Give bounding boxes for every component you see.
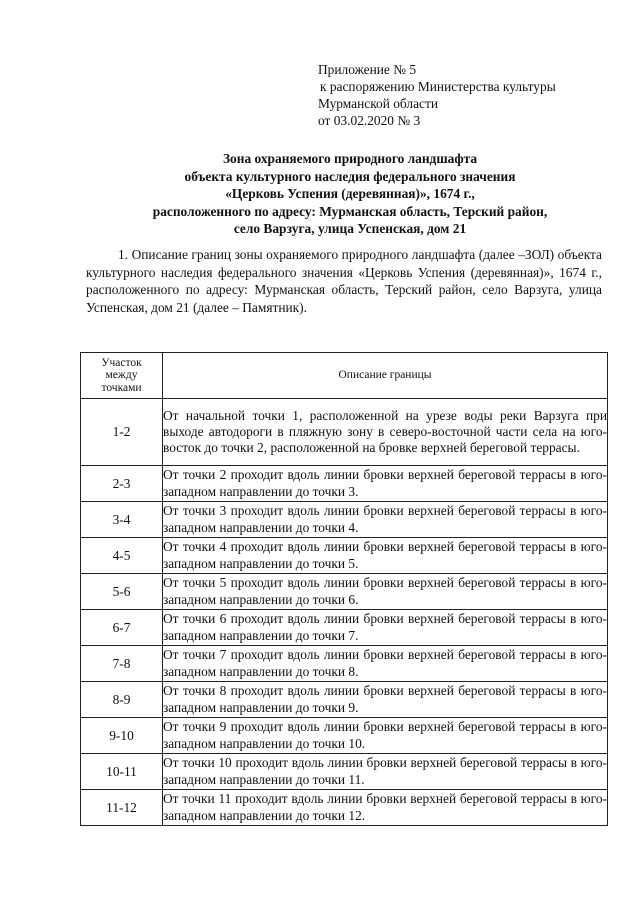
table-row	[81, 754, 608, 790]
boundary-description-cell: От точки 2 проходит вдоль линии бровки верхней береговой террасы в юго-западном направлении до точки 3.	[163, 466, 608, 502]
segment-cell: 4-5	[81, 538, 163, 574]
table-row	[81, 502, 608, 538]
boundary-description-cell: От точки 4 проходит вдоль линии бровки верхней береговой террасы в юго-западном направлении до точки 5.	[163, 538, 608, 574]
table-row	[81, 466, 608, 502]
segment-cell: 7-8	[81, 646, 163, 682]
table-row	[81, 718, 608, 754]
appendix-date: от 03.02.2020 № 3	[318, 113, 421, 128]
table-row	[81, 682, 608, 718]
appendix-region: Мурманской области	[318, 96, 438, 111]
appendix-reference: к распоряжению Министерства культуры	[320, 79, 556, 94]
table-row	[81, 399, 608, 466]
title-line-4: расположенного по адресу: Мурманская область, Терский район,	[152, 203, 548, 219]
segment-cell: 2-3	[81, 466, 163, 502]
title-line-2: объекта культурного наследия федерального значения	[184, 168, 516, 184]
table-row	[81, 574, 608, 610]
boundary-description-cell: От точки 11 проходит вдоль линии бровки верхней береговой террасы в юго-западном направлении до точки 12.	[163, 790, 608, 826]
segment-cell: 5-6	[81, 574, 163, 610]
table-row	[81, 790, 608, 826]
segment-header-line-2: между	[105, 369, 138, 382]
boundary-description-cell: От точки 7 проходит вдоль линии бровки верхней береговой террасы в юго-западном направлении до точки 8.	[163, 646, 608, 682]
appendix-number: Приложение № 5	[318, 62, 417, 77]
boundary-description-cell: От начальной точки 1, расположенной на урезе воды реки Варзуга при выходе автодороги в пляжную зону в северо-восточной части села на юго-восток до точки 2, расположенной на бровке верхней береговой террасы.	[163, 399, 608, 466]
boundary-description-cell: От точки 10 проходит вдоль линии бровки верхней береговой террасы в юго-западном направлении до точки 11.	[163, 754, 608, 790]
boundary-description-cell: От точки 3 проходит вдоль линии бровки верхней береговой террасы в юго-западном направлении до точки 4.	[163, 502, 608, 538]
table-row	[81, 538, 608, 574]
title-line-1: Зона охраняемого природного ландшафта	[222, 151, 478, 166]
description-paragraph	[86, 246, 602, 316]
segment-cell: 1-2	[81, 399, 163, 466]
boundary-description-cell: От точки 8 проходит вдоль линии бровки верхней береговой террасы в юго-западном направлении до точки 9.	[163, 682, 608, 718]
boundary-table	[80, 352, 608, 826]
appendix-header	[318, 61, 556, 129]
segment-cell: 3-4	[81, 502, 163, 538]
description-text: 1. Описание границ зоны охраняемого природного ландшафта (далее –ЗОЛ) объекта культурного наследия федерального значения «Церковь Успения (деревянная)», 1674 г., расположенного по адресу: Мурманская область, Терский район, село Варзуга, улица Успенская, дом 21 (далее – Памятник).	[86, 247, 602, 315]
segment-cell: 6-7	[81, 610, 163, 646]
title-line-5: село Варзуга, улица Успенская, дом 21	[233, 221, 467, 237]
table-row	[81, 646, 608, 682]
segment-header	[81, 353, 163, 399]
boundary-description-cell: От точки 6 проходит вдоль линии бровки верхней береговой террасы в юго-западном направлении до точки 7.	[163, 610, 608, 646]
segment-header-line-3: точками	[101, 381, 142, 394]
segment-cell: 9-10	[81, 718, 163, 754]
title-line-3: «Церковь Успения (деревянная)», 1674 г.,	[225, 186, 475, 202]
segment-cell: 11-12	[81, 790, 163, 826]
boundary-description-cell: От точки 5 проходит вдоль линии бровки верхней береговой террасы в юго-западном направлении до точки 6.	[163, 574, 608, 610]
boundary-description-cell: От точки 9 проходит вдоль линии бровки верхней береговой террасы в юго-западном направлении до точки 10.	[163, 718, 608, 754]
description-header: Описание границы	[163, 353, 608, 399]
table-row	[81, 610, 608, 646]
segment-header-line-1: Участок	[101, 356, 142, 369]
segment-cell: 8-9	[81, 682, 163, 718]
document-title	[60, 150, 640, 238]
segment-cell: 10-11	[81, 754, 163, 790]
table-header-row	[81, 353, 608, 399]
